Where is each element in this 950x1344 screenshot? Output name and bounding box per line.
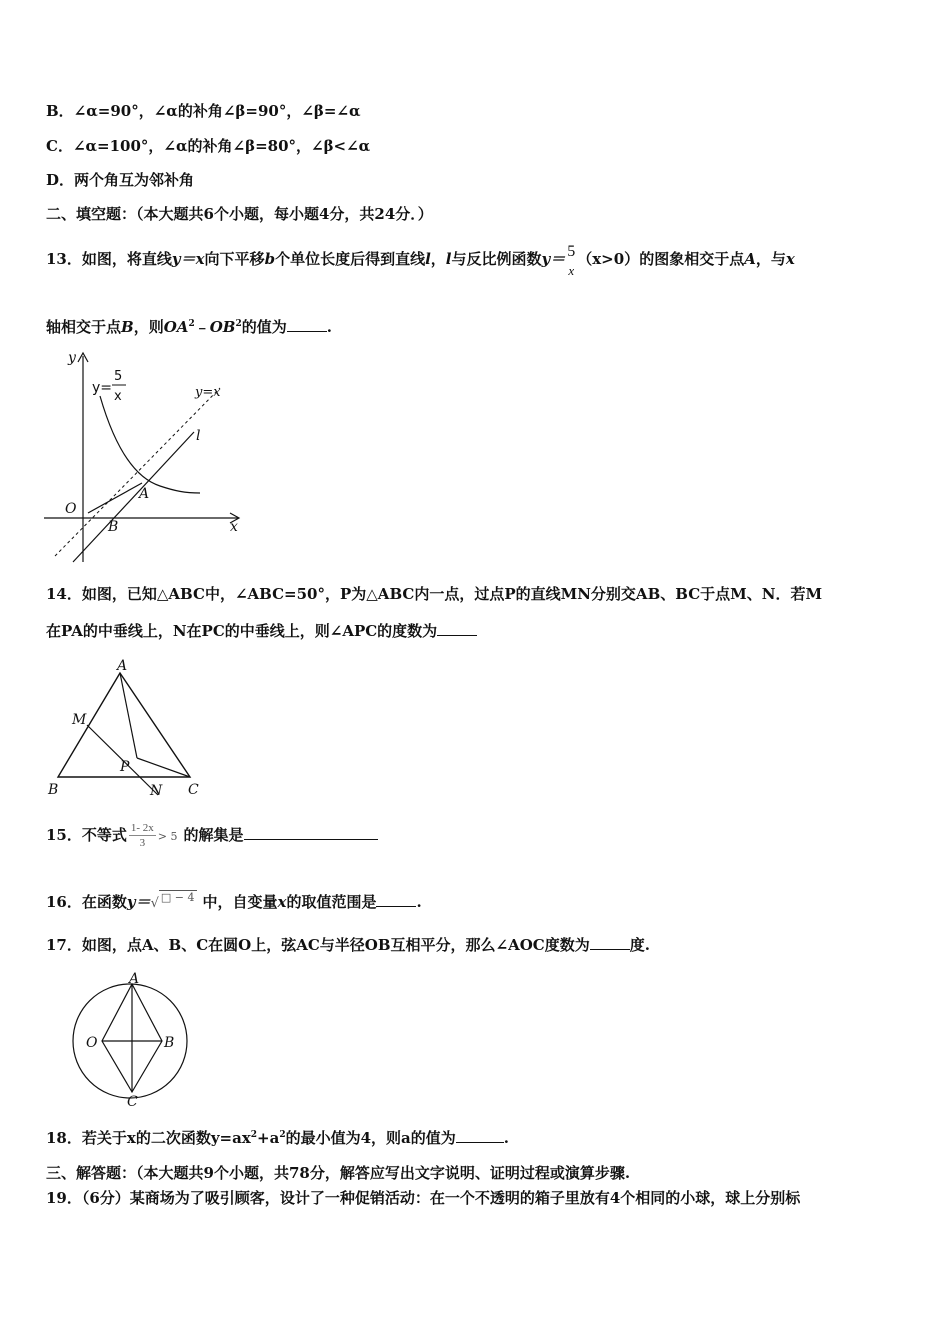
point-n-label: N [150, 783, 163, 799]
q16-radicand: □ − 4 [160, 891, 195, 904]
point-m-label: M [72, 712, 87, 728]
hyperbola-label-den: x [114, 389, 122, 404]
segment-oa [88, 483, 142, 513]
point-p-label: P [120, 759, 130, 775]
y-axis-label: y [68, 350, 76, 366]
hyperbola-label-num: 5 [114, 369, 123, 384]
line-l-label: l [196, 428, 201, 444]
point-b-label: B [108, 519, 119, 535]
answer-blank [590, 935, 630, 950]
option-c: C．∠α=100°，∠α的补角∠β=80°，∠β<∠α [46, 137, 371, 155]
answer-blank [287, 317, 327, 332]
q17-line: 17．如图，点A、B、C在圆O上，弦AC与半径OB互相平分，那么∠AOC度数为 度. [46, 936, 650, 954]
x-axis-label: x [230, 519, 238, 535]
point-c-label: C [127, 1094, 138, 1110]
point-b-label: B [164, 1035, 175, 1051]
figure-17 [40, 970, 190, 1110]
q13-line1: 13．如图，将直线y＝x向下平移b个单位长度后得到直线l，l与反比例函数y＝ 5 x （x>0）的图象相交于点A，与x [46, 242, 795, 278]
q13-fraction: 5 x [567, 242, 576, 278]
q18-line: 18．若关于x的二次函数$y=ax^2+a^2$的最小值为4，则a的值为 . [46, 1129, 509, 1147]
point-b-label: B [48, 782, 59, 798]
q14-line1: 14．如图，已知△ABC中，∠ABC=50°，P为△ABC内一点，过点P的直线MN分别交AB、BC于点M、N．若M [46, 585, 823, 603]
line-yx-label: y=x [195, 385, 221, 400]
q14-line2: 在PA的中垂线上，N在PC的中垂线上，则∠APC的度数为 [46, 621, 477, 641]
origin-label: O [65, 501, 77, 517]
point-a-label: A [129, 971, 140, 987]
q15-fraction: $\frac{1- 2x}{3}$ [130, 822, 154, 849]
answer-blank [456, 1128, 504, 1143]
answer-blank [437, 621, 477, 636]
q16-line: 16．在函数y＝√ $^{□ - 4}$ 中，自变量x的取值范围是 . [46, 891, 422, 911]
hyperbola-label: y= [92, 380, 113, 396]
section-3-heading: 三、解答题：（本大题共9个小题，共78分，解答应写出文字说明、证明过程或演算步骤. [46, 1164, 631, 1182]
point-o-label: O [86, 1035, 98, 1051]
segment-pc [137, 758, 190, 777]
point-a-label: A [117, 658, 128, 674]
option-d: D．两个角互为邻补角 [46, 171, 195, 189]
answer-blank [376, 892, 416, 907]
answer-blank [244, 825, 378, 840]
point-a-label: A [139, 486, 150, 502]
line-l [73, 432, 194, 562]
point-c-label: C [188, 782, 199, 798]
figure-14 [40, 655, 210, 800]
q16-radical: √ [150, 896, 159, 911]
section-2-heading: 二、填空题：（本大题共6个小题，每小题4分，共24分．） [46, 205, 433, 223]
q19-line: 19．（6分）某商场为了吸引顾客，设计了一种促销活动：在一个不透明的箱子里放有4个相同的小球，球上分别标 [46, 1189, 801, 1207]
figure-13 [40, 348, 250, 568]
option-b: B．∠α=90°，∠α的补角∠β=90°，∠β=∠α [46, 102, 361, 120]
q15-line: 15．不等式 $\frac{1- 2x}{3}$ > 5 的解集是 [46, 815, 378, 857]
q13-line2: 轴相交于点B，则$OA^2﹣OB^2$的值为 . [46, 318, 332, 336]
